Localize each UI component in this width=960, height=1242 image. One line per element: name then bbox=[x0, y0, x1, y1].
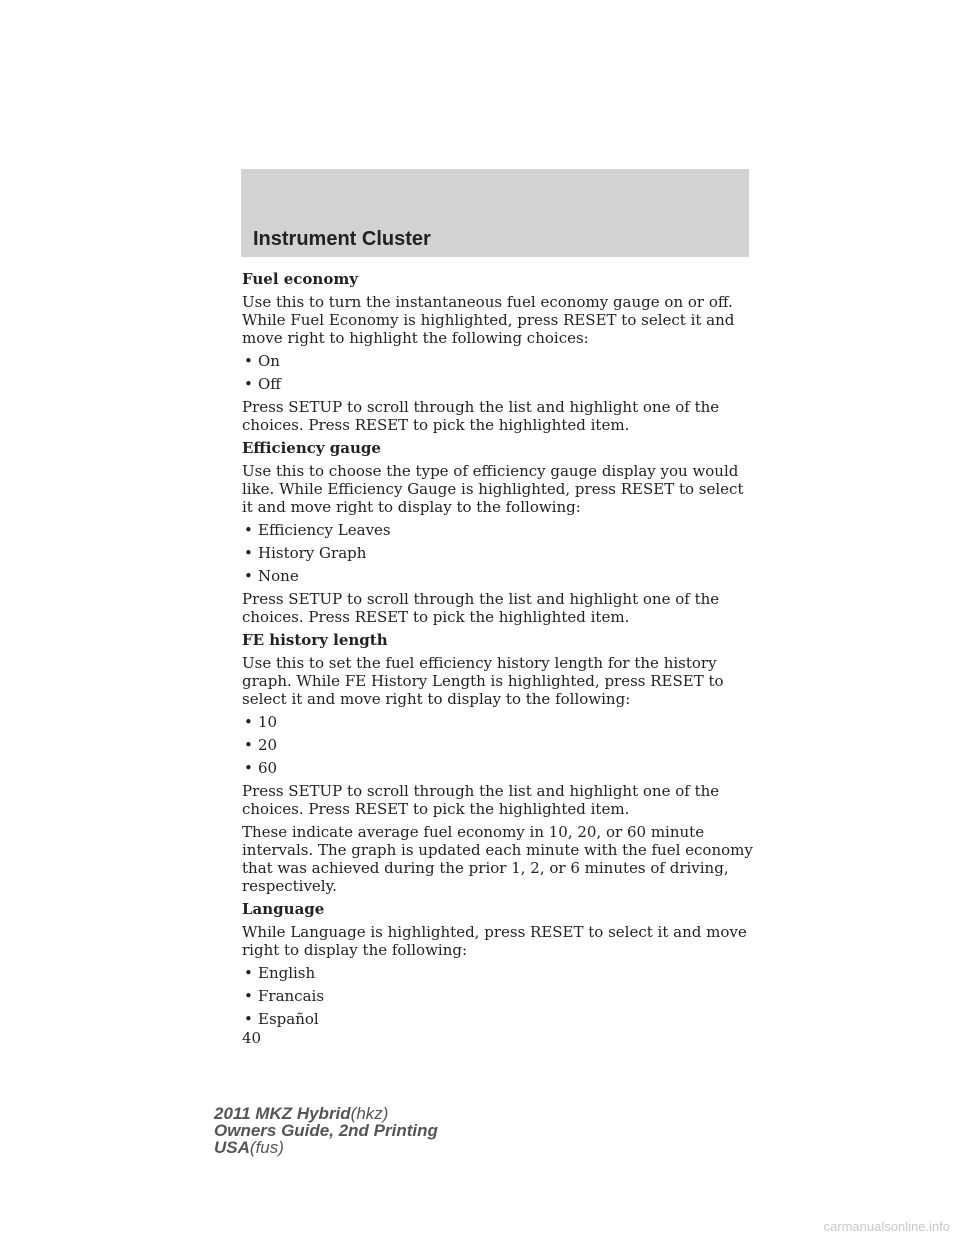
bullet-icon: • bbox=[244, 567, 253, 585]
paragraph: Use this to turn the instantaneous fuel economy gauge on or off. While Fuel Economy is highlighted, press RESET to select it and move right to highlight the following choices: bbox=[242, 293, 735, 347]
bullet-icon: • bbox=[244, 736, 253, 754]
section-title: Instrument Cluster bbox=[253, 228, 431, 250]
list-item-text: English bbox=[258, 964, 316, 982]
bullet-icon: • bbox=[244, 713, 253, 731]
list-item-text: History Graph bbox=[258, 544, 367, 562]
bullet-icon: • bbox=[244, 352, 253, 370]
bullet-icon: • bbox=[244, 759, 253, 777]
footer-line-2: Owners Guide, 2nd Printing bbox=[214, 1121, 438, 1140]
list-item bbox=[242, 375, 757, 393]
list-item bbox=[242, 736, 757, 754]
list-item bbox=[242, 1010, 757, 1028]
bullet-icon: • bbox=[244, 987, 253, 1005]
section-heading-efficiency-gauge: Efficiency gauge bbox=[242, 439, 381, 457]
bullet-icon: • bbox=[244, 375, 253, 393]
bullet-icon: • bbox=[244, 1010, 253, 1028]
page-content bbox=[242, 270, 757, 1047]
list-item-text: Efficiency Leaves bbox=[258, 521, 391, 539]
list-item bbox=[242, 713, 757, 731]
paragraph: These indicate average fuel economy in 10, 20, or 60 minute intervals. The graph is updated each minute with the fuel economy that was achieved during the prior 1, 2, or 6 minutes of driving, respectively. bbox=[242, 823, 753, 895]
footer-market-code: (fus) bbox=[249, 1138, 284, 1157]
paragraph: Use this to choose the type of efficiency gauge display you would like. While Efficiency Gauge is highlighted, press RESET to select it and move right to display to the following: bbox=[242, 462, 744, 516]
document-footer bbox=[214, 1105, 438, 1156]
list-item-text: Francais bbox=[258, 987, 325, 1005]
bullet-icon: • bbox=[244, 964, 253, 982]
list-item bbox=[242, 567, 757, 585]
section-heading-language: Language bbox=[242, 900, 325, 918]
paragraph: Press SETUP to scroll through the list and highlight one of the choices. Press RESET to pick the highlighted item. bbox=[242, 590, 720, 626]
section-heading-fuel-economy: Fuel economy bbox=[242, 270, 358, 288]
footer-model-code: (hkz) bbox=[350, 1104, 389, 1123]
list-item bbox=[242, 987, 757, 1005]
bullet-list bbox=[242, 521, 757, 585]
list-item bbox=[242, 759, 757, 777]
watermark: carmanualsonline.info bbox=[823, 1219, 950, 1234]
paragraph: Press SETUP to scroll through the list and highlight one of the choices. Press RESET to pick the highlighted item. bbox=[242, 782, 720, 818]
bullet-list bbox=[242, 713, 757, 777]
list-item bbox=[242, 544, 757, 562]
list-item-text: None bbox=[258, 567, 299, 585]
paragraph: While Language is highlighted, press RESET to select it and move right to display the following: bbox=[242, 923, 747, 959]
list-item-text: 20 bbox=[258, 736, 278, 754]
section-heading-fe-history-length: FE history length bbox=[242, 631, 388, 649]
list-item-text: 10 bbox=[258, 713, 278, 731]
list-item bbox=[242, 521, 757, 539]
bullet-icon: • bbox=[244, 521, 253, 539]
list-item-text: Español bbox=[258, 1010, 319, 1028]
footer-line-1 bbox=[214, 1105, 438, 1122]
list-item-text: 60 bbox=[258, 759, 278, 777]
bullet-list bbox=[242, 352, 757, 393]
footer-line-3 bbox=[214, 1139, 438, 1156]
section-header-band bbox=[241, 169, 749, 257]
footer-market: USA bbox=[214, 1138, 250, 1157]
paragraph: Use this to set the fuel efficiency history length for the history graph. While FE History Length is highlighted, press RESET to select it and move right to display to the following: bbox=[242, 654, 724, 708]
list-item bbox=[242, 352, 757, 370]
paragraph: Press SETUP to scroll through the list and highlight one of the choices. Press RESET to pick the highlighted item. bbox=[242, 398, 720, 434]
footer-model: 2011 MKZ Hybrid bbox=[214, 1104, 351, 1123]
page-number: 40 bbox=[242, 1029, 262, 1047]
bullet-icon: • bbox=[244, 544, 253, 562]
list-item-text: Off bbox=[258, 375, 281, 393]
list-item bbox=[242, 964, 757, 982]
list-item-text: On bbox=[258, 352, 280, 370]
bullet-list bbox=[242, 964, 757, 1028]
